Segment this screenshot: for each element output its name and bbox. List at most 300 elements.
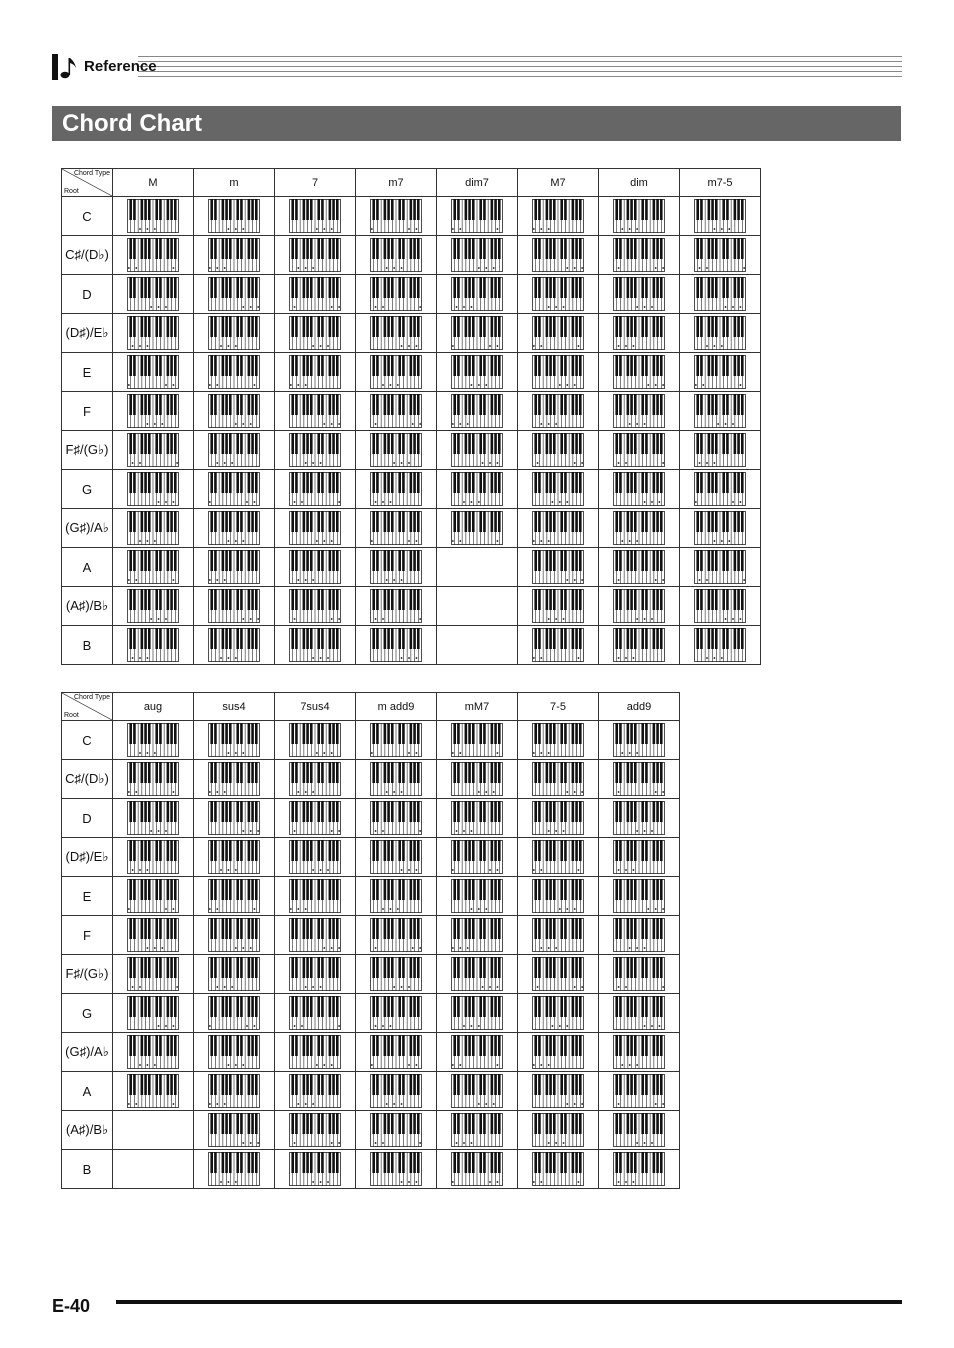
root-cell: C: [62, 197, 113, 236]
keyboard-diagram: [532, 277, 584, 311]
keyboard-diagram: [532, 394, 584, 428]
chord-cell: [113, 470, 194, 509]
chord-cell: [518, 1033, 599, 1072]
chord-row: [62, 470, 761, 509]
chord-cell: [113, 799, 194, 838]
keyboard-diagram: [127, 957, 179, 991]
chord-cell: [680, 587, 761, 626]
keyboard-diagram: [289, 1152, 341, 1186]
root-cell: F: [62, 392, 113, 431]
chord-cell: [437, 994, 518, 1033]
keyboard-diagram: [613, 957, 665, 991]
chord-row: [62, 1150, 680, 1189]
keyboard-diagram: [127, 589, 179, 623]
chord-cell: [194, 626, 275, 665]
keyboard-diagram: [289, 316, 341, 350]
chord-cell: [113, 877, 194, 916]
chord-type-label: Chord Type: [73, 694, 110, 701]
chord-cell: [599, 431, 680, 470]
keyboard-diagram: [370, 1152, 422, 1186]
root-cell: G: [62, 994, 113, 1033]
keyboard-diagram: [289, 957, 341, 991]
keyboard-diagram: [289, 472, 341, 506]
chord-cell: [275, 236, 356, 275]
chord-cell: [437, 877, 518, 916]
chord-cell: [437, 392, 518, 431]
keyboard-diagram: [370, 996, 422, 1030]
keyboard-diagram: [694, 550, 746, 584]
chord-cell: [194, 353, 275, 392]
chord-cell: [356, 392, 437, 431]
keyboard-diagram: [289, 277, 341, 311]
chord-table-2: [61, 692, 680, 1189]
keyboard-diagram: [451, 1074, 503, 1108]
chord-cell: [437, 916, 518, 955]
chord-cell: [275, 587, 356, 626]
keyboard-diagram: [127, 918, 179, 952]
music-note-icon: [59, 56, 79, 80]
chord-cell: [518, 799, 599, 838]
root-cell: (G♯)/A♭: [62, 509, 113, 548]
chord-cell: [680, 197, 761, 236]
chord-cell: [437, 1150, 518, 1189]
chord-cell: [356, 275, 437, 314]
chord-row: [62, 955, 680, 994]
chord-cell: [194, 916, 275, 955]
keyboard-diagram: [451, 277, 503, 311]
root-cell: A: [62, 548, 113, 587]
keyboard-diagram: [208, 355, 260, 389]
chord-cell: [518, 197, 599, 236]
keyboard-diagram: [613, 1152, 665, 1186]
chord-cell: [437, 548, 518, 587]
chord-row: [62, 1111, 680, 1150]
chord-cell: [275, 1150, 356, 1189]
keyboard-diagram: [613, 840, 665, 874]
chord-cell: [356, 509, 437, 548]
chord-cell: [518, 392, 599, 431]
chord-type-header: dim: [599, 169, 680, 197]
keyboard-diagram: [451, 238, 503, 272]
root-cell: A: [62, 1072, 113, 1111]
keyboard-diagram: [289, 1113, 341, 1147]
chord-cell: [599, 1033, 680, 1072]
keyboard-diagram: [370, 1035, 422, 1069]
keyboard-diagram: [127, 762, 179, 796]
keyboard-diagram: [613, 394, 665, 428]
chord-cell: [356, 994, 437, 1033]
chord-cell: [275, 838, 356, 877]
keyboard-diagram: [694, 433, 746, 467]
root-cell: (G♯)/A♭: [62, 1033, 113, 1072]
keyboard-diagram: [208, 628, 260, 662]
keyboard-diagram: [127, 840, 179, 874]
keyboard-diagram: [208, 879, 260, 913]
chord-cell: [437, 470, 518, 509]
keyboard-diagram: [451, 762, 503, 796]
keyboard-diagram: [370, 316, 422, 350]
keyboard-diagram: [208, 1035, 260, 1069]
chord-cell: [437, 236, 518, 275]
root-cell: D: [62, 799, 113, 838]
root-cell: C: [62, 721, 113, 760]
keyboard-diagram: [127, 394, 179, 428]
chord-type-header: M: [113, 169, 194, 197]
chord-cell: [194, 994, 275, 1033]
keyboard-diagram: [694, 316, 746, 350]
keyboard-diagram: [289, 918, 341, 952]
chord-row: [62, 275, 761, 314]
chord-row: [62, 353, 761, 392]
chord-cell: [437, 275, 518, 314]
section-label: Reference: [84, 58, 157, 75]
keyboard-diagram: [451, 1113, 503, 1147]
chord-cell: [518, 431, 599, 470]
keyboard-diagram: [127, 511, 179, 545]
keyboard-diagram: [532, 762, 584, 796]
chord-cell: [437, 760, 518, 799]
chord-cell: [356, 1072, 437, 1111]
keyboard-diagram: [532, 511, 584, 545]
chord-cell: [194, 1111, 275, 1150]
root-cell: F♯/(G♭): [62, 955, 113, 994]
keyboard-diagram: [289, 1035, 341, 1069]
keyboard-diagram: [127, 801, 179, 835]
chord-cell: [599, 838, 680, 877]
keyboard-diagram: [208, 511, 260, 545]
keyboard-diagram: [370, 801, 422, 835]
chord-cell: [194, 548, 275, 587]
keyboard-diagram: [289, 1074, 341, 1108]
keyboard-diagram: [451, 1035, 503, 1069]
chord-cell: [599, 275, 680, 314]
keyboard-diagram: [208, 277, 260, 311]
root-cell: (A♯)/B♭: [62, 1111, 113, 1150]
keyboard-diagram: [370, 1113, 422, 1147]
keyboard-diagram: [370, 1074, 422, 1108]
chord-row: [62, 994, 680, 1033]
chord-type-header: m7: [356, 169, 437, 197]
chord-cell: [356, 1111, 437, 1150]
chord-cell: [437, 587, 518, 626]
chord-row: [62, 587, 761, 626]
chord-cell: [680, 509, 761, 548]
chord-cell: [275, 431, 356, 470]
chord-cell: [437, 799, 518, 838]
keyboard-diagram: [208, 723, 260, 757]
root-cell: C♯/(D♭): [62, 760, 113, 799]
keyboard-diagram: [370, 550, 422, 584]
chord-cell: [275, 548, 356, 587]
chord-cell: [518, 877, 599, 916]
page-number: E-40: [52, 1296, 91, 1316]
chord-cell: [275, 799, 356, 838]
header-bar: [52, 54, 58, 80]
chord-row: [62, 916, 680, 955]
keyboard-diagram: [532, 199, 584, 233]
chord-cell: [275, 955, 356, 994]
keyboard-diagram: [127, 723, 179, 757]
chord-cell: [113, 994, 194, 1033]
keyboard-diagram: [532, 1035, 584, 1069]
keyboard-diagram: [694, 394, 746, 428]
keyboard-diagram: [532, 723, 584, 757]
keyboard-diagram: [613, 723, 665, 757]
keyboard-diagram: [370, 355, 422, 389]
keyboard-diagram: [532, 1113, 584, 1147]
keyboard-diagram: [613, 472, 665, 506]
keyboard-diagram: [208, 801, 260, 835]
chord-row: [62, 431, 761, 470]
keyboard-diagram: [127, 879, 179, 913]
keyboard-diagram: [613, 801, 665, 835]
chord-type-header: sus4: [194, 693, 275, 721]
keyboard-diagram: [613, 1113, 665, 1147]
keyboard-diagram: [289, 762, 341, 796]
keyboard-diagram: [370, 589, 422, 623]
chord-cell: [356, 877, 437, 916]
chord-cell: [194, 1033, 275, 1072]
keyboard-diagram: [370, 723, 422, 757]
chord-cell: [194, 470, 275, 509]
keyboard-diagram: [451, 957, 503, 991]
keyboard-diagram: [613, 1035, 665, 1069]
chord-cell: [680, 626, 761, 665]
keyboard-diagram: [289, 840, 341, 874]
keyboard-diagram: [451, 511, 503, 545]
chord-cell: [275, 275, 356, 314]
chord-cell: [275, 760, 356, 799]
keyboard-diagram: [289, 879, 341, 913]
chord-cell: [599, 509, 680, 548]
keyboard-diagram: [532, 433, 584, 467]
keyboard-diagram: [613, 996, 665, 1030]
keyboard-diagram: [451, 996, 503, 1030]
keyboard-diagram: [451, 801, 503, 835]
chord-cell: [194, 314, 275, 353]
chord-cell: [599, 760, 680, 799]
chord-cell: [680, 314, 761, 353]
keyboard-diagram: [532, 840, 584, 874]
keyboard-diagram: [694, 472, 746, 506]
keyboard-diagram: [289, 801, 341, 835]
keyboard-diagram: [532, 1152, 584, 1186]
chord-cell: [437, 1111, 518, 1150]
chord-row: [62, 799, 680, 838]
keyboard-diagram: [289, 199, 341, 233]
keyboard-diagram: [127, 472, 179, 506]
keyboard-diagram: [694, 589, 746, 623]
keyboard-diagram: [613, 238, 665, 272]
keyboard-diagram: [532, 550, 584, 584]
root-cell: B: [62, 1150, 113, 1189]
chord-type-header: m: [194, 169, 275, 197]
chord-cell: [437, 314, 518, 353]
keyboard-diagram: [532, 238, 584, 272]
chord-cell: [356, 838, 437, 877]
root-cell: F: [62, 916, 113, 955]
chord-type-header: add9: [599, 693, 680, 721]
chord-cell: [356, 197, 437, 236]
keyboard-diagram: [289, 433, 341, 467]
chord-cell: [113, 955, 194, 994]
chord-type-header: m7-5: [680, 169, 761, 197]
chord-type-header: 7: [275, 169, 356, 197]
chord-cell: [113, 275, 194, 314]
keyboard-diagram: [370, 957, 422, 991]
keyboard-diagram: [613, 1074, 665, 1108]
keyboard-diagram: [208, 996, 260, 1030]
chord-cell: [356, 353, 437, 392]
chord-cell: [113, 197, 194, 236]
chord-cell: [680, 431, 761, 470]
chord-type-header: m add9: [356, 693, 437, 721]
chord-cell: [680, 548, 761, 587]
chord-cell: [275, 1033, 356, 1072]
chord-cell: [194, 1072, 275, 1111]
root-cell: C♯/(D♭): [62, 236, 113, 275]
keyboard-diagram: [451, 918, 503, 952]
chord-cell: [113, 509, 194, 548]
keyboard-diagram: [370, 879, 422, 913]
chord-cell: [113, 838, 194, 877]
keyboard-diagram: [532, 472, 584, 506]
chord-cell: [194, 760, 275, 799]
keyboard-diagram: [208, 1113, 260, 1147]
chord-cell: [356, 1033, 437, 1072]
keyboard-diagram: [532, 996, 584, 1030]
chord-cell: [599, 877, 680, 916]
chord-cell: [356, 1150, 437, 1189]
chord-cell: [599, 1111, 680, 1150]
keyboard-diagram: [694, 277, 746, 311]
staff-lines: [138, 56, 902, 78]
chord-cell: [113, 548, 194, 587]
chord-cell: [356, 916, 437, 955]
chord-cell: [356, 548, 437, 587]
chord-cell: [599, 955, 680, 994]
chord-cell: [275, 314, 356, 353]
keyboard-diagram: [613, 199, 665, 233]
keyboard-diagram: [532, 1074, 584, 1108]
keyboard-diagram: [370, 199, 422, 233]
keyboard-diagram: [208, 199, 260, 233]
chord-cell: [356, 431, 437, 470]
keyboard-diagram: [370, 918, 422, 952]
chord-cell: [356, 314, 437, 353]
chord-cell: [518, 721, 599, 760]
chord-cell: [275, 1072, 356, 1111]
keyboard-diagram: [127, 238, 179, 272]
chord-cell: [194, 721, 275, 760]
chord-cell: [194, 587, 275, 626]
keyboard-diagram: [127, 628, 179, 662]
chord-cell: [518, 470, 599, 509]
chord-cell: [113, 1072, 194, 1111]
keyboard-diagram: [370, 433, 422, 467]
chord-cell: [599, 799, 680, 838]
chord-type-header: 7sus4: [275, 693, 356, 721]
keyboard-diagram: [370, 394, 422, 428]
chord-cell: [680, 353, 761, 392]
keyboard-diagram: [370, 238, 422, 272]
chord-cell: [113, 760, 194, 799]
keyboard-diagram: [208, 918, 260, 952]
chord-cell: [194, 275, 275, 314]
chord-cell: [437, 431, 518, 470]
chord-cell: [356, 760, 437, 799]
chord-cell: [437, 838, 518, 877]
chord-cell: [437, 721, 518, 760]
chord-cell: [113, 353, 194, 392]
chord-cell: [194, 838, 275, 877]
chord-row: [62, 509, 761, 548]
chord-cell: [113, 626, 194, 665]
chord-cell: [113, 916, 194, 955]
keyboard-diagram: [127, 199, 179, 233]
chord-cell: [356, 470, 437, 509]
chord-cell: [680, 392, 761, 431]
chord-cell: [518, 955, 599, 994]
keyboard-diagram: [451, 840, 503, 874]
keyboard-diagram: [208, 840, 260, 874]
chord-row: [62, 626, 761, 665]
keyboard-diagram: [127, 1074, 179, 1108]
chord-cell: [518, 587, 599, 626]
chord-cell: [113, 1111, 194, 1150]
chord-row: [62, 1072, 680, 1111]
chord-cell: [194, 1150, 275, 1189]
keyboard-diagram: [613, 589, 665, 623]
chord-row: [62, 197, 761, 236]
keyboard-diagram: [613, 511, 665, 545]
footer-rule: [116, 1300, 902, 1304]
corner-cell: [62, 169, 113, 197]
chord-cell: [518, 916, 599, 955]
chord-type-header: mM7: [437, 693, 518, 721]
chord-cell: [356, 626, 437, 665]
keyboard-diagram: [613, 433, 665, 467]
chord-cell: [437, 955, 518, 994]
keyboard-diagram: [127, 433, 179, 467]
keyboard-diagram: [613, 316, 665, 350]
chord-cell: [437, 509, 518, 548]
chord-type-header: M7: [518, 169, 599, 197]
keyboard-diagram: [127, 277, 179, 311]
keyboard-diagram: [370, 511, 422, 545]
keyboard-diagram: [451, 879, 503, 913]
chord-cell: [275, 509, 356, 548]
keyboard-diagram: [289, 238, 341, 272]
chord-cell: [599, 314, 680, 353]
chord-table-1: [61, 168, 761, 665]
chord-cell: [275, 626, 356, 665]
chord-cell: [275, 470, 356, 509]
keyboard-diagram: [532, 355, 584, 389]
chord-cell: [518, 760, 599, 799]
keyboard-diagram: [208, 316, 260, 350]
keyboard-diagram: [532, 918, 584, 952]
keyboard-diagram: [289, 394, 341, 428]
page-title: Chord Chart: [52, 106, 901, 141]
chord-cell: [113, 314, 194, 353]
chord-cell: [275, 353, 356, 392]
keyboard-diagram: [370, 472, 422, 506]
keyboard-diagram: [208, 1152, 260, 1186]
keyboard-diagram: [289, 628, 341, 662]
chord-cell: [275, 916, 356, 955]
keyboard-diagram: [694, 511, 746, 545]
